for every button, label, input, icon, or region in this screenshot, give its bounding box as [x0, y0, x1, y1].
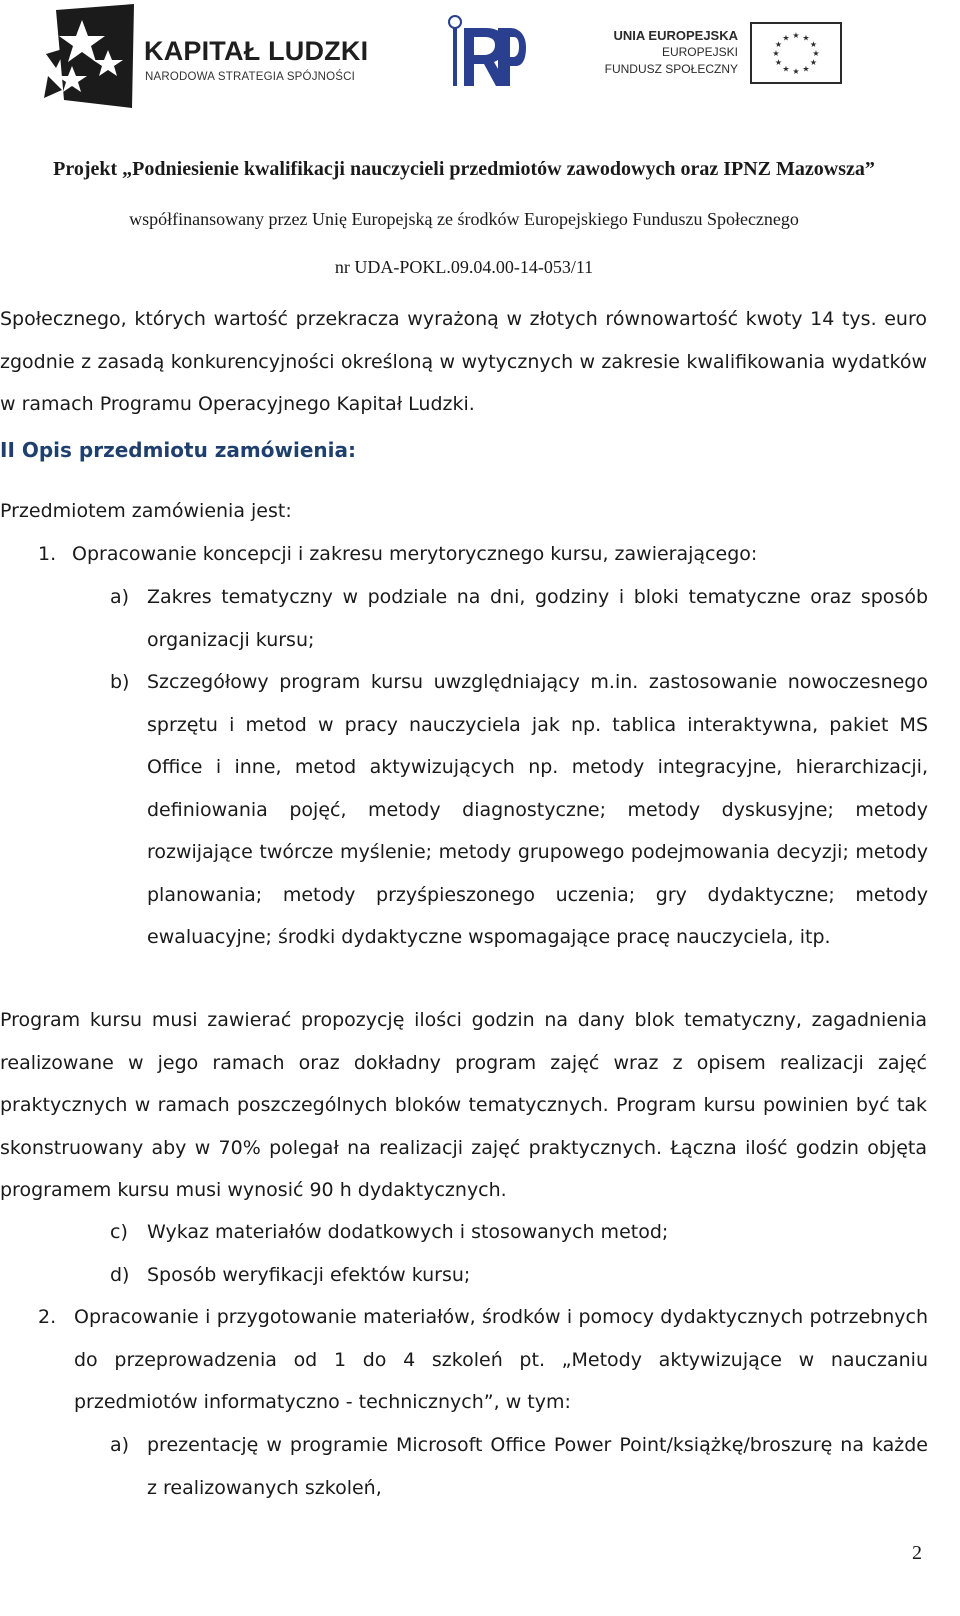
list-item-text: Sposób weryfikacji efektów kursu;: [147, 1264, 471, 1286]
svg-text:★: ★: [809, 58, 818, 67]
svg-text:★: ★: [782, 33, 790, 43]
list-marker: a): [110, 1434, 130, 1456]
svg-text:★: ★: [774, 58, 783, 67]
svg-text:★: ★: [782, 64, 790, 74]
svg-text:★: ★: [809, 40, 818, 49]
list-item-1a: [110, 576, 928, 661]
svg-text:★: ★: [812, 49, 820, 58]
list-marker: d): [110, 1264, 130, 1286]
subject-intro: Przedmiotem zamówienia jest:: [0, 500, 292, 522]
program-paragraph: Program kursu musi zawierać propozycję ilości godzin na dany blok tematyczny, zagadnienia realizowane w jego ramach oraz dokładny program zajęć wraz z opisem realizacji zajęć praktycznych w ramach poszczególnych bloków tematycznych. Program kursu powinien być tak skonstruowany aby w 70% polegał na realizacji zajęć praktycznych. Łączna ilość godzin objęta programem kursu musi wynosić 90 h dydaktycznych.: [0, 1009, 927, 1201]
list-marker: a): [110, 586, 130, 608]
svg-text:★: ★: [802, 33, 810, 43]
list-marker: 1.: [38, 543, 57, 565]
page-number: 2: [912, 1542, 922, 1564]
project-title: Projekt „Podniesienie kwalifikacji nauczycieli przedmiotów zawodowych oraz IPNZ Mazowsza”: [53, 158, 875, 180]
list-marker: b): [110, 671, 130, 693]
list-item-1d: [110, 1254, 928, 1297]
list-item-1b: [110, 661, 928, 959]
list-item-text: Wykaz materiałów dodatkowych i stosowanych metod;: [147, 1221, 669, 1243]
svg-text:★: ★: [802, 64, 810, 74]
svg-text:★: ★: [772, 49, 780, 58]
list-item-text: Opracowanie i przygotowanie materiałów, środków i pomocy dydaktycznych potrzebnych do przeprowadzenia od 1 do 4 szkoleń pt. „Metody aktywizujące w nauczaniu przedmiotów informatyczno - technicznych”, w tym:: [74, 1306, 928, 1413]
list-item-text: prezentację w programie Microsoft Office Power Point/książkę/broszurę na każde z realizowanych szkoleń,: [147, 1434, 928, 1499]
svg-text:★: ★: [774, 40, 783, 49]
list-marker: c): [110, 1221, 128, 1243]
project-number: nr UDA-POKL.09.04.00-14-053/11: [334, 257, 594, 277]
kapital-ludzki-logo: [42, 2, 382, 112]
svg-text:★: ★: [792, 67, 800, 76]
eu-flag-icon: [750, 22, 842, 84]
list-item-1: [38, 533, 928, 576]
unia-europejska-text: [600, 27, 738, 78]
svg-text:★: ★: [792, 31, 800, 40]
project-cofinanced-line: współfinansowany przez Unię Europejską ze środków Europejskiego Funduszu Społecznego: [129, 209, 799, 229]
kapital-ludzki-title: KAPITAŁ LUDZKI: [144, 36, 369, 66]
ue-line-2: EUROPEJSKI: [661, 45, 738, 59]
list-marker: 2.: [38, 1306, 57, 1328]
ue-line-3: FUNDUSZ SPOŁECZNY: [604, 62, 738, 76]
kapital-ludzki-star-icon: [42, 2, 134, 110]
unia-europejska-logo: [600, 22, 852, 86]
list-item-text: Zakres tematyczny w podziale na dni, godziny i bloki tematyczne oraz sposób organizacji kursu;: [147, 586, 928, 651]
kapital-ludzki-subtitle: NARODOWA STRATEGIA SPÓJNOŚCI: [145, 71, 356, 83]
list-item-2a: [110, 1424, 928, 1509]
section-heading: II Opis przedmiotu zamówienia:: [0, 438, 356, 462]
list-item-text: Szczegółowy program kursu uwzględniający m.in. zastosowanie nowoczesnego sprzętu i metod w pracy nauczyciela jak np. tablica interaktywna, pakiet MS Office i inne, metod aktywizujących np. metody integracyjne, hierarchizacji, definiowania pojęć, metody diagnostyczne; metody dyskusyjne; metody rozwijające twórcze myślenie; metody grupowego podejmowania decyzji; metody planowania; metody przyśpieszonego uczenia; gry dydaktyczne; metody ewaluacyjne; środki dydaktyczne wspomagające pracę nauczyciela, itp.: [147, 671, 928, 948]
list-item-text: Opracowanie koncepcji i zakresu merytorycznego kursu, zawierającego:: [72, 543, 758, 565]
list-item-2: [38, 1296, 928, 1424]
intro-paragraph: Społecznego, których wartość przekracza wyrażoną w złotych równowartość kwoty 14 tys. euro zgodnie z zasadą konkurencyjności określoną w wytycznych w zakresie kwalifikowania wydatków w ramach Programu Operacyjnego Kapitał Ludzki.: [0, 308, 927, 415]
ue-line-1: UNIA EUROPEJSKA: [613, 28, 738, 43]
logo-strip: [0, 0, 960, 120]
list-item-1c: [110, 1211, 928, 1254]
rp-logo-icon: [444, 14, 526, 90]
